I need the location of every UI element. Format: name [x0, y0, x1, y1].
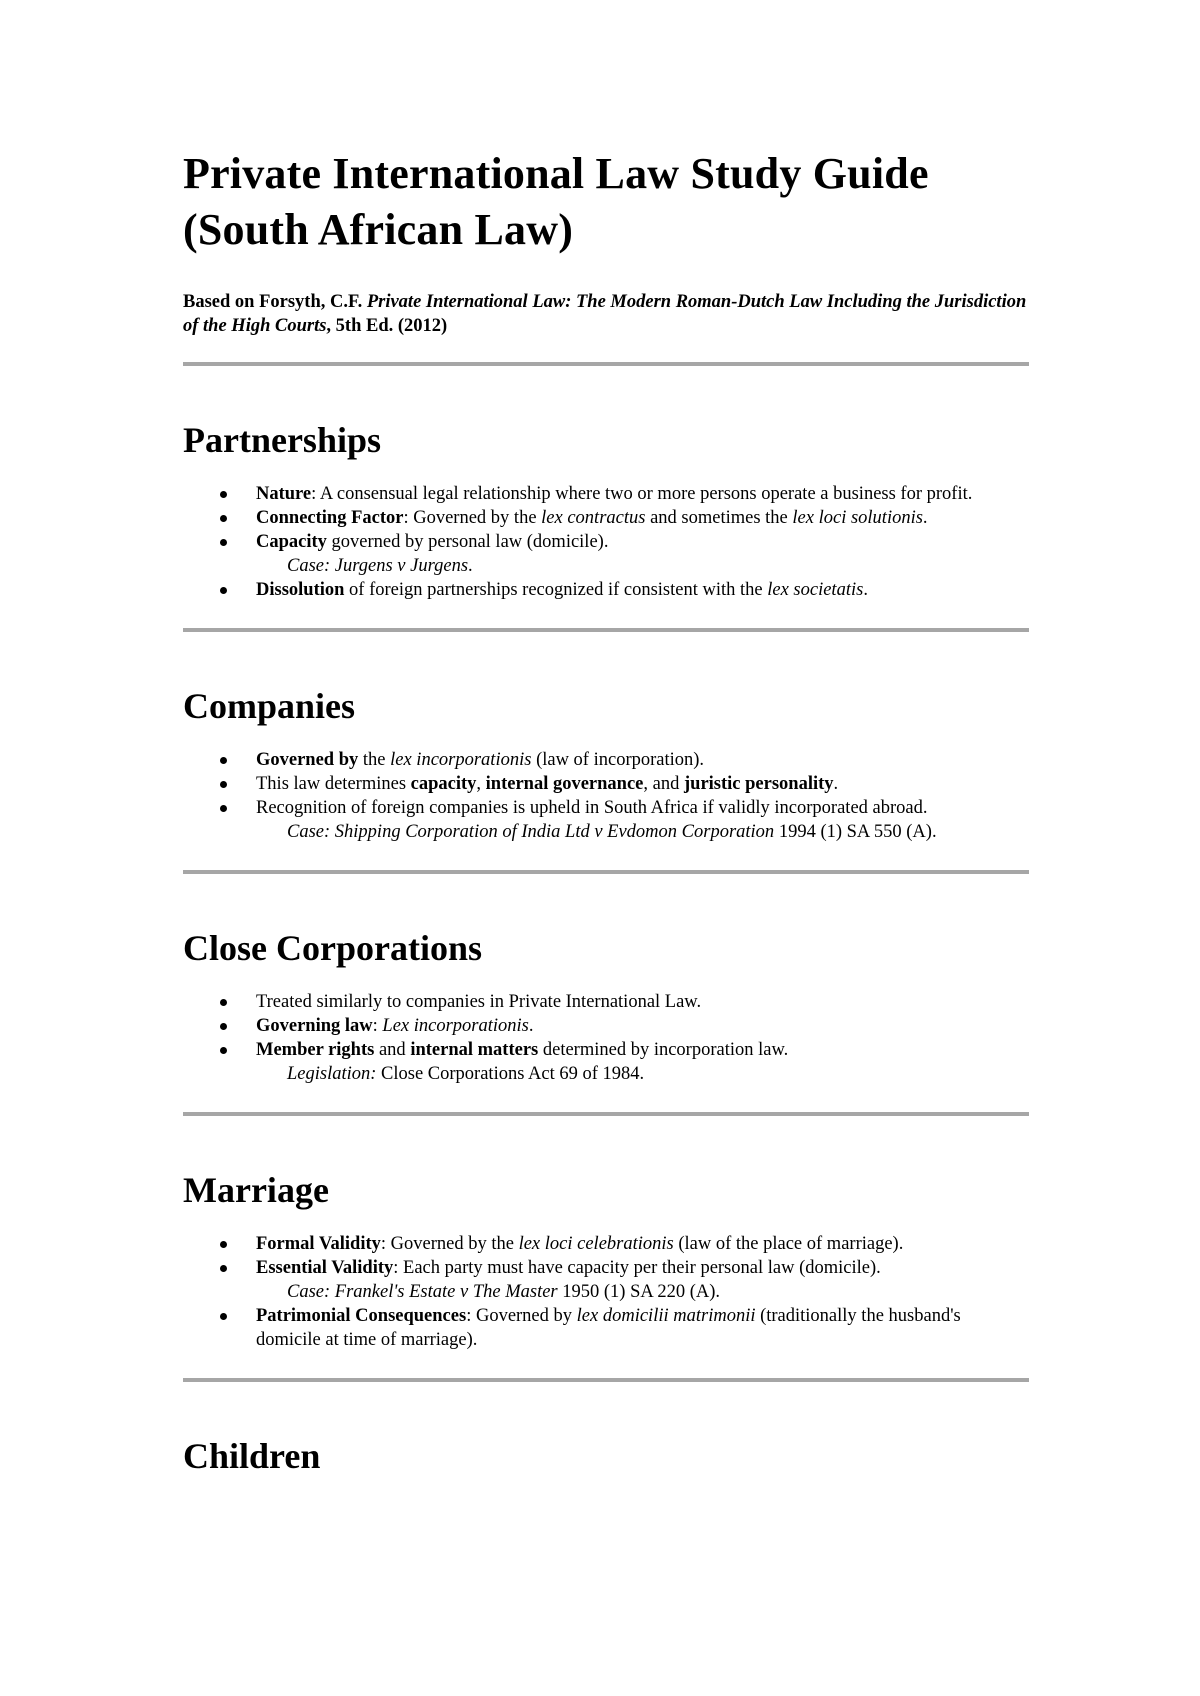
section-divider — [183, 362, 1029, 366]
list-item: This law determines capacity, internal governance, and juristic personality. — [183, 772, 1029, 796]
source-citation — [183, 290, 1029, 338]
heading-marriage: Marriage — [183, 1170, 329, 1210]
companies-list — [183, 748, 1029, 844]
list-item: Recognition of foreign companies is upheld in South Africa if validly incorporated abroad. Case: Shipping Corporation of India Ltd v Evdomon Corporation 1994 (1) SA 550 (A). — [183, 796, 1029, 844]
list-item: Formal Validity: Governed by the lex loci celebrationis (law of the place of marriage). — [183, 1232, 1029, 1256]
list-item: Connecting Factor: Governed by the lex contractus and sometimes the lex loci solutionis. — [183, 506, 1029, 530]
heading-children: Children — [183, 1436, 321, 1476]
case-note: Case: Frankel's Estate v The Master 1950 (1) SA 220 (A). — [287, 1282, 721, 1302]
list-item: Treated similarly to companies in Private International Law. — [183, 990, 1029, 1014]
marriage-list — [183, 1232, 1029, 1352]
list-item: Capacity governed by personal law (domicile). Case: Jurgens v Jurgens. — [183, 530, 1029, 578]
citation-edition: , 5th Ed. (2012) — [326, 316, 448, 336]
citation-book-title: Private International Law: The Modern Roman-Dutch Law Including the Jurisdiction of the High Courts — [183, 292, 1027, 336]
list-item: Governing law: Lex incorporationis. — [183, 1014, 1029, 1038]
page-title: Private International Law Study Guide (South African Law) — [183, 149, 929, 254]
citation-author: Based on Forsyth, C.F. — [183, 292, 367, 312]
list-item: Nature: A consensual legal relationship where two or more persons operate a business for profit. — [183, 482, 1029, 506]
section-divider — [183, 1112, 1029, 1116]
list-item: Patrimonial Consequences: Governed by lex domicilii matrimonii (traditionally the husband's domicile at time of marriage). — [183, 1304, 1029, 1352]
heading-partnerships: Partnerships — [183, 420, 381, 460]
list-item: Governed by the lex incorporationis (law of incorporation). — [183, 748, 1029, 772]
heading-close-corporations: Close Corporations — [183, 928, 482, 968]
document-page — [183, 0, 1029, 1478]
close-corporations-list — [183, 990, 1029, 1086]
case-note: Case: Shipping Corporation of India Ltd v Evdomon Corporation 1994 (1) SA 550 (A). — [287, 822, 937, 842]
section-divider — [183, 870, 1029, 874]
section-divider — [183, 1378, 1029, 1382]
heading-companies: Companies — [183, 686, 356, 726]
section-divider — [183, 628, 1029, 632]
list-item: Dissolution of foreign partnerships recognized if consistent with the lex societatis. — [183, 578, 1029, 602]
partnerships-list — [183, 482, 1029, 602]
list-item: Essential Validity: Each party must have capacity per their personal law (domicile). Case: Frankel's Estate v The Master 1950 (1) SA 220 (A). — [183, 1256, 1029, 1304]
legislation-note: Legislation: Close Corporations Act 69 of 1984. — [287, 1064, 645, 1084]
list-item: Member rights and internal matters determined by incorporation law. Legislation: Close Corporations Act 69 of 1984. — [183, 1038, 1029, 1086]
case-note: Case: Jurgens v Jurgens. — [287, 556, 473, 576]
